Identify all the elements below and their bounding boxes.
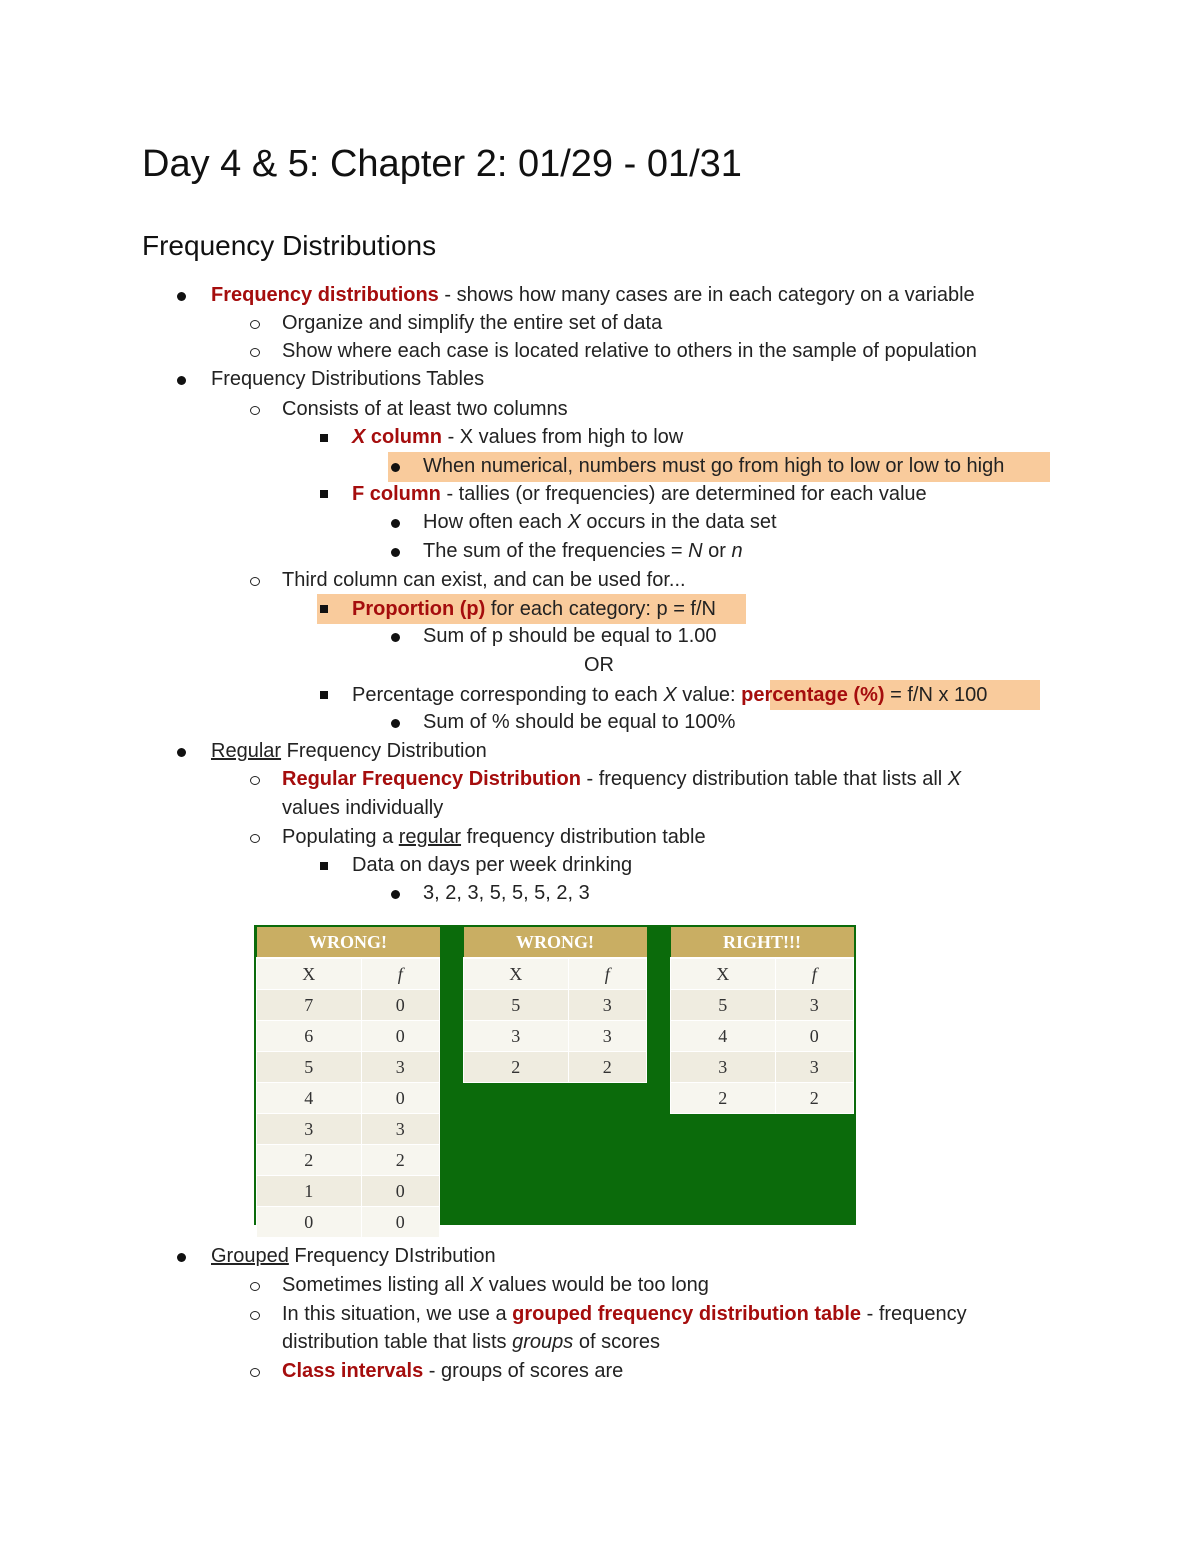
table-row xyxy=(257,1052,440,1083)
circle-bullet-icon xyxy=(250,776,260,785)
list-item: How often each X occurs in the data set xyxy=(423,511,777,533)
list-item: Proportion (p) for each category: p = f/N xyxy=(352,598,716,620)
table-right xyxy=(670,927,854,1114)
bullet-icon xyxy=(177,1253,186,1262)
list-item: Sum of p should be equal to 1.00 xyxy=(423,625,717,647)
table-cell: 5 xyxy=(671,990,776,1021)
bullet-icon xyxy=(177,748,186,757)
table-row xyxy=(671,1083,854,1114)
table-row xyxy=(464,990,647,1021)
circle-bullet-icon xyxy=(250,348,260,357)
table-cell: 3 xyxy=(464,1021,569,1052)
list-item: Data on days per week drinking xyxy=(352,854,633,876)
list-item: Grouped Frequency DIstribution xyxy=(211,1245,496,1267)
circle-bullet-icon xyxy=(250,1311,260,1320)
square-bullet-icon xyxy=(320,605,328,613)
list-item: distribution table that lists groups of scores xyxy=(282,1331,660,1353)
list-item: Sometimes listing all X values would be too long xyxy=(282,1274,709,1296)
list-item: 3, 2, 3, 5, 5, 5, 2, 3 xyxy=(423,882,590,904)
bullet-icon xyxy=(391,463,400,472)
bullet-icon xyxy=(391,719,400,728)
table-header: WRONG! xyxy=(464,927,647,958)
page-title: Day 4 & 5: Chapter 2: 01/29 - 01/31 xyxy=(142,143,742,185)
list-item: Frequency Distributions Tables xyxy=(211,368,485,390)
column-header: X xyxy=(257,958,362,990)
table-row xyxy=(257,1083,440,1114)
table-row xyxy=(464,1021,647,1052)
circle-bullet-icon xyxy=(250,1282,260,1291)
bullet-icon xyxy=(391,633,400,642)
table-wrong-2 xyxy=(463,927,647,1083)
table-row xyxy=(257,1114,440,1145)
table-cell: 2 xyxy=(568,1052,646,1083)
table-cell: 0 xyxy=(361,1083,439,1114)
table-cell: 7 xyxy=(257,990,362,1021)
table-cell: 0 xyxy=(257,1207,362,1238)
table-row xyxy=(257,1021,440,1052)
table-cell: 0 xyxy=(361,1207,439,1238)
column-header: X xyxy=(671,958,776,990)
table-cell: 4 xyxy=(257,1083,362,1114)
list-item: Third column can exist, and can be used for... xyxy=(282,569,686,591)
table-cell: 0 xyxy=(361,1176,439,1207)
table-wrong-1 xyxy=(256,927,440,1238)
list-item: The sum of the frequencies = N or n xyxy=(423,540,743,562)
list-item: Sum of % should be equal to 100% xyxy=(423,711,736,733)
table-cell: 2 xyxy=(361,1145,439,1176)
table-row xyxy=(671,1052,854,1083)
table-row xyxy=(671,1021,854,1052)
list-item: When numerical, numbers must go from high to low or low to high xyxy=(423,455,1005,477)
bullet-icon xyxy=(391,519,400,528)
column-header: f xyxy=(568,958,646,990)
bullet-icon xyxy=(391,890,400,899)
table-cell: 5 xyxy=(257,1052,362,1083)
list-item: F column - tallies (or frequencies) are determined for each value xyxy=(352,483,927,505)
list-item: Populating a regular frequency distribution table xyxy=(282,826,706,848)
table-cell: 0 xyxy=(361,990,439,1021)
square-bullet-icon xyxy=(320,490,328,498)
list-item: Percentage corresponding to each X value: percentage (%) = f/N x 100 xyxy=(352,684,988,706)
table-row xyxy=(464,1052,647,1083)
bullet-icon xyxy=(391,548,400,557)
table-cell: 5 xyxy=(464,990,569,1021)
list-item: Consists of at least two columns xyxy=(282,398,568,420)
circle-bullet-icon xyxy=(250,320,260,329)
list-item: Class intervals - groups of scores are xyxy=(282,1360,624,1382)
table-cell: 1 xyxy=(257,1176,362,1207)
table-cell: 4 xyxy=(671,1021,776,1052)
table-cell: 3 xyxy=(361,1052,439,1083)
bullet-icon xyxy=(177,292,186,301)
column-header: X xyxy=(464,958,569,990)
list-item: Regular Frequency Distribution - frequency distribution table that lists all X xyxy=(282,768,962,790)
table-cell: 2 xyxy=(257,1145,362,1176)
bullet-icon xyxy=(177,376,186,385)
circle-bullet-icon xyxy=(250,577,260,586)
list-item: Frequency distributions - shows how many cases are in each category on a variable xyxy=(211,284,975,306)
table-cell: 6 xyxy=(257,1021,362,1052)
table-row xyxy=(671,990,854,1021)
square-bullet-icon xyxy=(320,691,328,699)
table-cell: 0 xyxy=(775,1021,853,1052)
list-item: In this situation, we use a grouped frequency distribution table - frequency xyxy=(282,1303,967,1325)
table-cell: 3 xyxy=(361,1114,439,1145)
frequency-tables-figure xyxy=(254,925,856,1232)
table-cell: 2 xyxy=(671,1083,776,1114)
table-row xyxy=(257,1145,440,1176)
table-cell: 3 xyxy=(775,990,853,1021)
table-cell: 3 xyxy=(568,1021,646,1052)
circle-bullet-icon xyxy=(250,834,260,843)
table-cell: 3 xyxy=(671,1052,776,1083)
list-item: Organize and simplify the entire set of data xyxy=(282,312,663,334)
square-bullet-icon xyxy=(320,434,328,442)
or-text: OR xyxy=(584,654,614,676)
table-row xyxy=(257,990,440,1021)
table-cell: 3 xyxy=(568,990,646,1021)
square-bullet-icon xyxy=(320,862,328,870)
list-item: values individually xyxy=(282,797,444,819)
table-cell: 3 xyxy=(257,1114,362,1145)
list-item: Show where each case is located relative to others in the sample of population xyxy=(282,340,977,362)
list-item: X column - X values from high to low xyxy=(352,426,684,448)
table-cell: 2 xyxy=(464,1052,569,1083)
circle-bullet-icon xyxy=(250,1368,260,1377)
table-header: RIGHT!!! xyxy=(671,927,854,958)
table-cell: 0 xyxy=(361,1021,439,1052)
table-cell: 3 xyxy=(775,1052,853,1083)
list-item: Regular Frequency Distribution xyxy=(211,740,487,762)
table-header: WRONG! xyxy=(257,927,440,958)
table-cell: 2 xyxy=(775,1083,853,1114)
table-row xyxy=(257,1176,440,1207)
section-heading: Frequency Distributions xyxy=(142,230,437,261)
circle-bullet-icon xyxy=(250,406,260,415)
column-header: f xyxy=(775,958,853,990)
column-header: f xyxy=(361,958,439,990)
table-row xyxy=(257,1207,440,1238)
